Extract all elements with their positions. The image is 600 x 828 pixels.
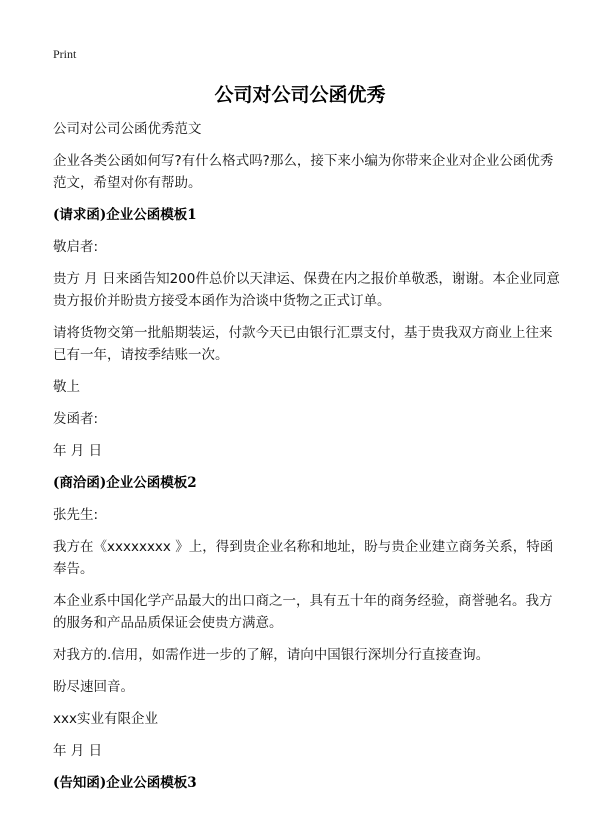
document-title: 公司对公司公函优秀 bbox=[214, 84, 386, 106]
document-body bbox=[53, 118, 563, 804]
paragraph: 请将货物交第一批船期装运，付款今天已由银行汇票支付，基于贵我双方商业上往来已有一年，请按季结账一次。 bbox=[53, 325, 553, 363]
paragraph: 公司对公司公函优秀范文 bbox=[53, 121, 202, 137]
paragraph: 对我方的.信用，如需作进一步的了解，请向中国银行深圳分行直接查询。 bbox=[53, 647, 490, 663]
paragraph: 敬启者: bbox=[53, 239, 99, 255]
section-heading: (告知函)企业公函模板3 bbox=[53, 775, 197, 791]
paragraph: 发函者: bbox=[53, 411, 99, 427]
paragraph: 敬上 bbox=[53, 379, 80, 395]
print-label: Print bbox=[53, 47, 77, 61]
paragraph: 企业各类公函如何写?有什么格式吗?那么，接下来小编为你带来企业对企业公函优秀范文，希望对你有帮助。 bbox=[53, 153, 554, 191]
paragraph: 我方在《xxxxxxxx 》上，得到贵企业名称和地址，盼与贵企业建立商务关系，特函奉告。 bbox=[53, 539, 554, 577]
paragraph: 张先生: bbox=[53, 507, 99, 523]
paragraph: xxx实业有限企业 bbox=[53, 711, 158, 727]
paragraph: 年 月 日 bbox=[53, 743, 103, 759]
paragraph: 年 月 日 bbox=[53, 443, 103, 459]
paragraph: 盼尽速回音。 bbox=[53, 679, 134, 695]
paragraph: 本企业系中国化学产品最大的出口商之一，具有五十年的商务经验，商誉驰名。我方的服务和产品品质保证会使贵方满意。 bbox=[53, 593, 553, 631]
section-heading: (商洽函)企业公函模板2 bbox=[53, 475, 197, 491]
section-heading: (请求函)企业公函模板1 bbox=[53, 207, 197, 223]
paragraph: 贵方 月 日来函告知200件总价以天津运、保费在内之报价单敬悉，谢谢。本企业同意贵方报价并盼贵方接受本函作为洽谈中货物之正式订单。 bbox=[53, 271, 560, 309]
